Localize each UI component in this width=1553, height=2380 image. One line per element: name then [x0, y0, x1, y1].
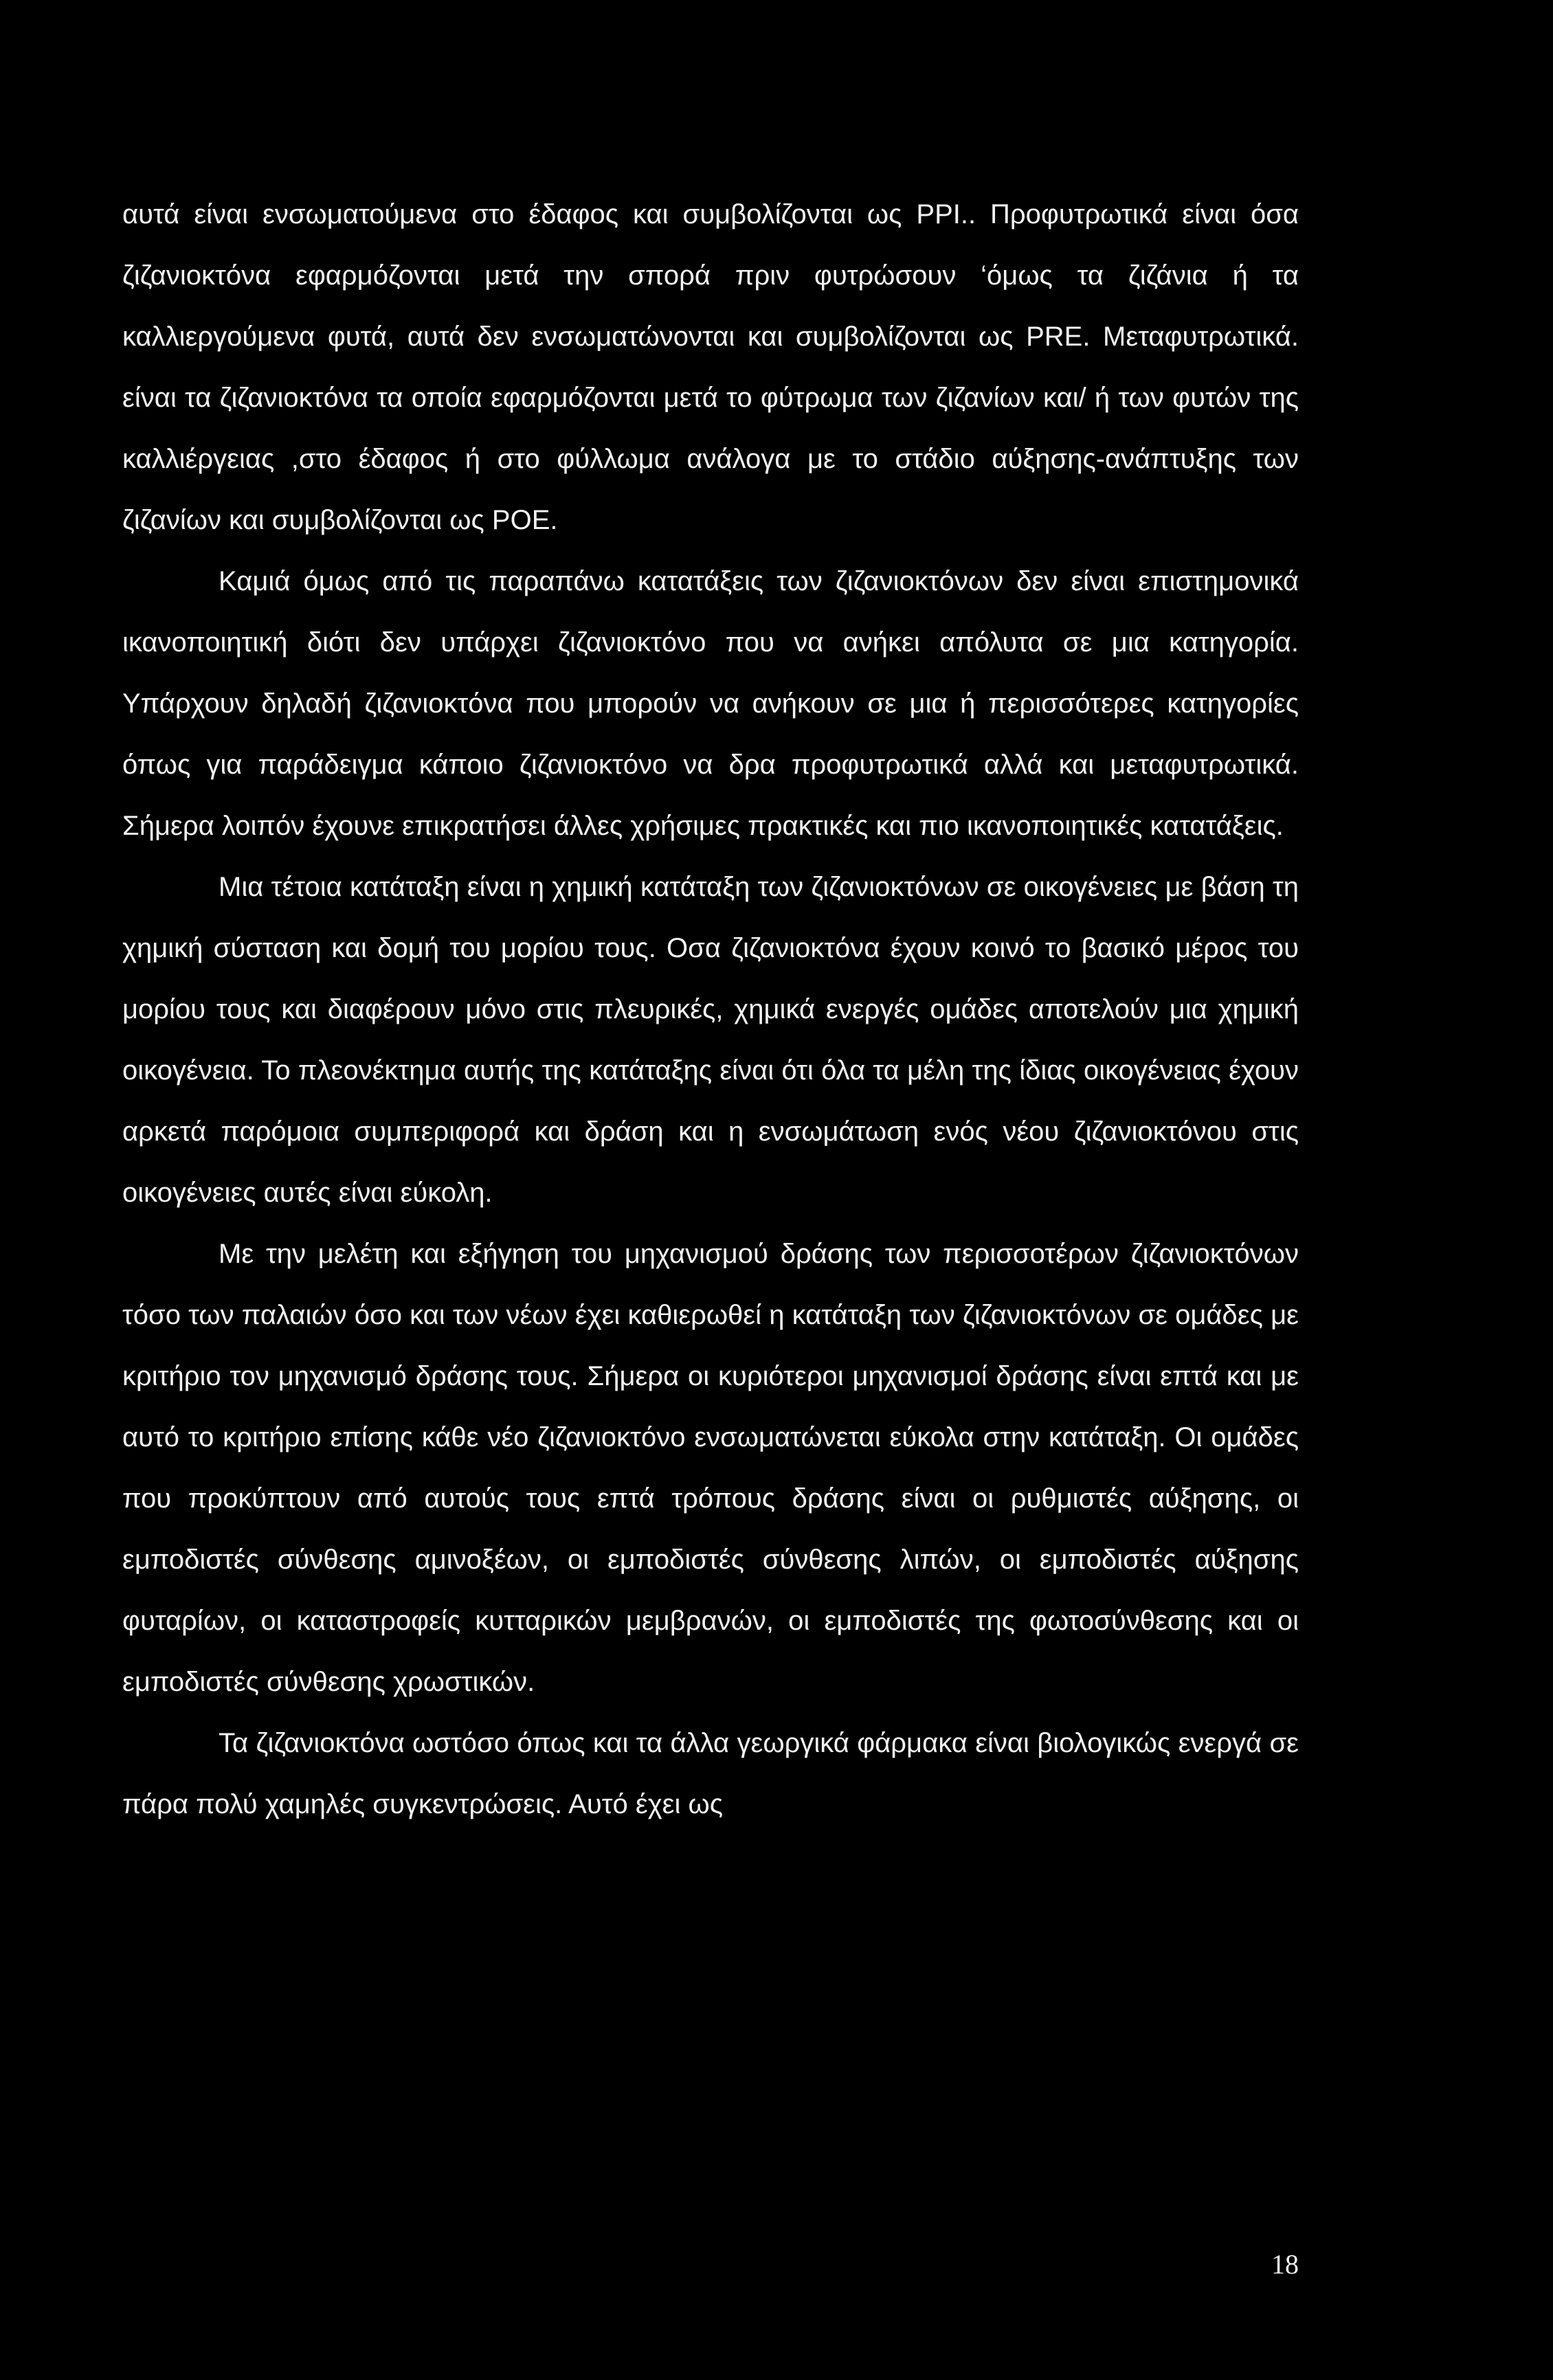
page-number: 18	[1271, 2249, 1299, 2280]
paragraph-5: Τα ζιζανιοκτόνα ωστόσο όπως και τα άλλα γεωργικά φάρμακα είναι βιολογικώς ενεργά σε πάρα πολύ χαμηλές συγκεντρώσεις. Αυτό έχει ως	[122, 1728, 1299, 1819]
paragraph-3: Μια τέτοια κατάταξη είναι η χημική κατάταξη των ζιζανιοκτόνων σε οικογένειες με βάση τη χημική σύσταση και δομή του μορίου τους. Οσα ζιζανιοκτόνα έχουν κοινό το βασικό μέρος του μορίου τους και διαφέρουν μόνο στις πλευρικές, χημικά ενεργές ομάδες αποτελούν μια χημική οικογένεια. Το πλεονέκτημα αυτής της κατάταξης είναι ότι όλα τα μέλη της ίδιας οικογένειας έχουν αρκετά παρόμοια συμπεριφορά και δράση και η ενσωμάτωση ενός νέου ζιζανιοκτόνου στις οικογένειες αυτές είναι εύκολη.	[122, 872, 1299, 1208]
paragraph-1: αυτά είναι ενσωματούμενα στο έδαφος και συμβολίζονται ως PPI.. Προφυτρωτικά είναι όσα ζιζανιοκτόνα εφαρμόζονται μετά την σπορά πριν φυτρώσουν ‘όμως τα ζιζάνια ή τα καλλιεργούμενα φυτά, αυτά δεν ενσωματώνονται και συμβολίζονται ως PRE. Μεταφυτρωτικά. είναι τα ζιζανιοκτόνα τα οποία εφαρμόζονται μετά το φύτρωμα των ζιζανίων και/ ή των φυτών της καλλιέργειας ,στο έδαφος ή στο φύλλωμα ανάλογα με το στάδιο αύξησης-ανάπτυξης των ζιζανίων και συμβολίζονται ως POE.	[122, 199, 1299, 535]
paragraph-4: Με την μελέτη και εξήγηση του μηχανισμού δράσης των περισσοτέρων ζιζανιοκτόνων τόσο των παλαιών όσο και των νέων έχει καθιερωθεί η κατάταξη των ζιζανιοκτόνων σε ομάδες με κριτήριο τον μηχανισμό δράσης τους. Σήμερα οι κυριότεροι μηχανισμοί δράσης είναι επτά και με αυτό το κριτήριο επίσης κάθε νέο ζιζανιοκτόνο ενσωματώνεται εύκολα στην κατάταξη. Οι ομάδες που προκύπτουν από αυτούς τους επτά τρόπους δράσης είναι οι ρυθμιστές αύξησης, οι εμποδιστές σύνθεσης αμινοξέων, οι εμποδιστές σύνθεσης λιπών, οι εμποδιστές αύξησης φυταρίων, οι καταστροφείς κυτταρικών μεμβρανών, οι εμποδιστές της φωτοσύνθεσης και οι εμποδιστές σύνθεσης χρωστικών.	[122, 1239, 1299, 1697]
body-text	[122, 184, 1299, 1835]
paragraph-2: Καμιά όμως από τις παραπάνω κατατάξεις των ζιζανιοκτόνων δεν είναι επιστημονικά ικανοποιητική διότι δεν υπάρχει ζιζανιοκτόνο που να ανήκει απόλυτα σε μια κατηγορία. Υπάρχουν δηλαδή ζιζανιοκτόνα που μπορούν να ανήκουν σε μια ή περισσότερες κατηγορίες όπως για παράδειγμα κάποιο ζιζανιοκτόνο να δρα προφυτρωτικά αλλά και μεταφυτρωτικά. Σήμερα λοιπόν έχουνε επικρατήσει άλλες χρήσιμες πρακτικές και πιο ικανοποιητικές κατατάξεις.	[122, 566, 1299, 841]
